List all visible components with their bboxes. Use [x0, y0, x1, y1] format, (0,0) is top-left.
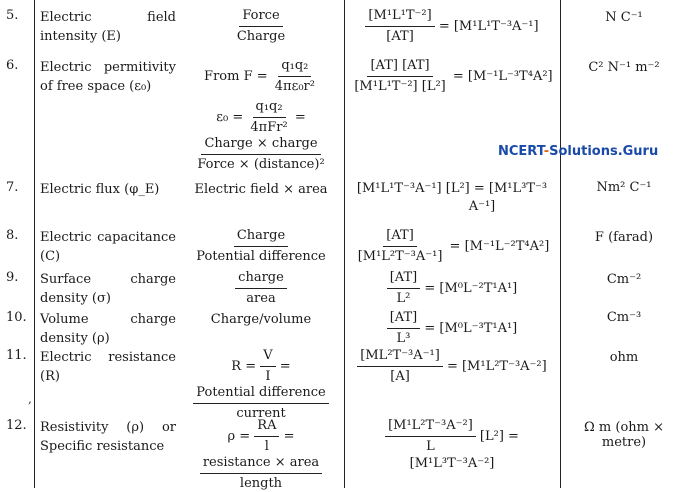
si-unit: ohm: [609, 350, 639, 365]
quantity-name: Electric permitivity of free space (ε₀): [40, 60, 176, 94]
dimensional-formula: $\frac{\text{[M¹L²T⁻³A⁻²]}}{L}$ [L²] = [M¹L³T⁻³A⁻²]: [347, 418, 557, 473]
row-number: 6.: [6, 58, 19, 73]
formula-definition: R = $\frac{V}{I}$ = $\frac{\text{Potential difference}}{\text{current}}$: [182, 348, 340, 422]
si-unit: N C⁻¹: [605, 10, 643, 25]
row-number: 9.: [6, 270, 19, 285]
quantity-name: Surface charge density (σ): [40, 272, 176, 306]
formula-definition: From F = $\frac{\text{q₁q₂}}{\text{4πε₀r²}}$ ε₀ = $\frac{\text{q₁q₂}}{\text{4πFr²}}$ = $\frac{\text{Charge × charge}}{\text{Force × (distance)²}}$: [197, 58, 325, 172]
row-number: 11.: [6, 348, 27, 363]
formula-definition: $\frac{\text{Force}}{\text{Charge}}$: [236, 8, 286, 44]
row-number: 5.: [6, 8, 19, 23]
column-divider: [34, 0, 35, 488]
quantity-name: Electric resistance (R): [40, 350, 176, 384]
row-number: 12.: [6, 418, 27, 433]
quantity-name: Volume charge density (ρ): [40, 312, 176, 346]
dimensional-formula: $\frac{[AT]}{\text{[M¹L²T⁻³A⁻¹]}}$ = [M⁻¹L⁻²T⁴A²]: [357, 228, 550, 264]
row-number: 8.: [6, 228, 19, 243]
dimensional-formula: $\frac{[AT]}{\text{L³}}$ = [M⁰L⁻³T¹A¹]: [347, 310, 557, 347]
si-unit: Cm⁻³: [606, 310, 642, 325]
row-number: 7.: [6, 180, 19, 195]
watermark: NCERT-Solutions.Guru: [498, 144, 659, 159]
si-unit: Cm⁻²: [606, 272, 642, 287]
si-unit: C² N⁻¹ m⁻²: [588, 60, 660, 75]
si-unit: Ω m (ohm × metre): [584, 420, 664, 450]
quantity-name: Electric field intensity (E): [40, 10, 176, 44]
dimensional-formula: $\frac{\text{[ML²T⁻³A⁻¹]}}{[A]}$ = [M¹L²T⁻³A⁻²]: [347, 348, 557, 385]
formula-definition: $\frac{\text{Charge}}{\text{Potential difference}}$: [196, 228, 326, 264]
formula-definition: Electric field × area: [194, 182, 328, 197]
column-divider: [560, 0, 561, 488]
dimensional-formula: $\frac{[AT]}{\text{L²}}$ = [M⁰L⁻²T¹A¹]: [347, 270, 557, 307]
dimensional-formula: [M¹L¹T⁻³A⁻¹] [L²] = [M¹L³T⁻³ A⁻¹]: [356, 181, 548, 214]
quantity-name: Electric flux (φ_E): [40, 182, 160, 197]
formula-definition: $\frac{\text{charge}}{\text{area}}$: [182, 270, 340, 307]
formula-definition: Charge/volume: [210, 312, 312, 327]
si-unit: F (farad): [594, 230, 654, 245]
formula-definition: ρ = $\frac{RA}{l}$ = $\frac{\text{resistance × area}}{\text{length}}$: [182, 418, 340, 492]
quantity-name: Electric capacitance (C): [40, 230, 176, 264]
dimensional-formula: $\frac{\text{[M¹L¹T⁻²]}}{[AT]}$ = [M¹L¹T⁻³A⁻¹]: [347, 8, 557, 45]
row-number: 10.: [6, 310, 27, 325]
si-unit: Nm² C⁻¹: [596, 180, 652, 195]
column-divider: [344, 0, 345, 488]
dimensional-formula: $\frac{[AT] [AT]}{\text{[M¹L¹T⁻²] [L²]}}$ = [M⁻¹L⁻³T⁴A²]: [354, 58, 553, 94]
quantity-name: Resistivity (ρ) or Specific resistance: [40, 420, 176, 454]
stray-mark: ,: [28, 392, 32, 406]
